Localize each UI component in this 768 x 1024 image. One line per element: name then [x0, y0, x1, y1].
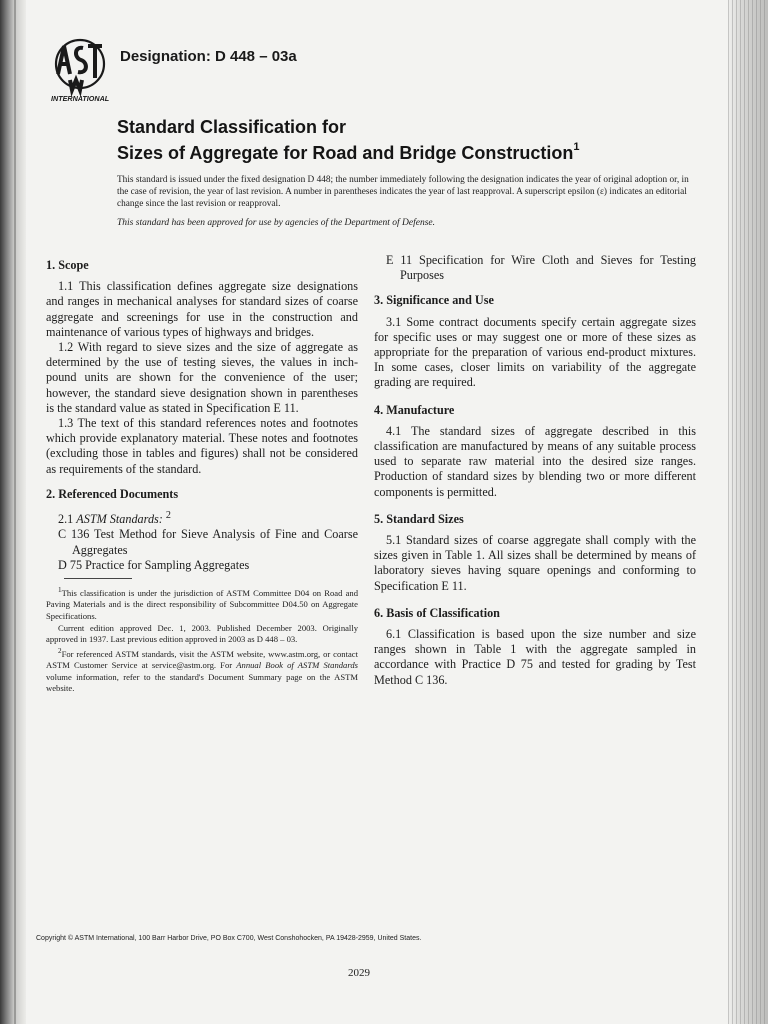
- footnote-1-continued: Current edition approved Dec. 1, 2003. Published December 2003. Originally approved in 1937. Last previous edition approved in 2003 as D 448 – 03.: [46, 622, 358, 645]
- section-heading-significance: 3. Significance and Use: [374, 293, 494, 308]
- paragraph-1-2: 1.2 With regard to sieve sizes and the size of aggregate as determined by the use of testing sieves, the values in inch-pound units are shown for the convenience of the user; however, the standard sieve designation shown in parentheses is the standard value as stated in Specification E 11.: [46, 340, 358, 415]
- section-heading-referenced-documents: 2. Referenced Documents: [46, 486, 179, 501]
- section-heading-scope: 1. Scope: [46, 258, 89, 272]
- paragraph-4-1: 4.1 The standard sizes of aggregate described in this classification are manufactured by means of any suitable process used to separate raw material into the desired size ranges. Production of standard sizes by blending two or more different components is permitted.: [374, 423, 696, 499]
- scan-edge-left: [0, 0, 26, 1024]
- section-heading-standard-sizes: 5. Standard Sizes: [374, 511, 464, 526]
- issuance-note: This standard is issued under the fixed designation D 448; the number immediately following the designation indicates the year of original adoption or, in the case of revision, the year of last revision. A number in parentheses indicates the year of last reapproval. A superscript epsilon (ε) indicates an editorial change since the last revision or reapproval.: [117, 175, 689, 209]
- scan-edge-right: [728, 0, 768, 1024]
- paragraph-1-3: 1.3 The text of this standard references notes and footnotes which provide explanatory material. These notes and footnotes (excluding those in tables and figures) shall not be considered as requirements of the standard.: [46, 416, 358, 476]
- paragraph-1-1: 1.1 This classification defines aggregate size designations and ranges in mechanical analyses for standard sizes of coarse aggregate and screenings for use in the construction and maintenance of various types of highways and bridges.: [46, 279, 358, 339]
- paragraph-3-1: 3.1 Some contract documents specify certain aggregate sizes for specific uses or may suggest one or more of these sizes as appropriate for the preparation of various end-product mixtures. In some cases, closer limits on variability of the aggregate grading are required.: [374, 314, 696, 390]
- paragraph-2-1: 2.1 ASTM Standards: $^2$: [58, 510, 171, 527]
- copyright-notice: Copyright © ASTM International, 100 Barr Harbor Drive, PO Box C700, West Conshohocken, PA 19428-2959, United States.: [36, 935, 422, 942]
- astm-logo-icon: [50, 38, 110, 104]
- designation: Designation: D 448 – 03a: [120, 48, 297, 65]
- document-title: [117, 116, 580, 164]
- paragraph-6-1: 6.1 Classification is based upon the size number and size ranges shown in Table 1 with the aggregate sampled in accordance with Practice D 75 and tested for grading by Test Method C 136.: [374, 627, 696, 687]
- reference-c136: C 136 Test Method for Sieve Analysis of Fine and Coarse Aggregates: [58, 527, 358, 557]
- title-footnote-mark: 1: [573, 141, 580, 153]
- footnotes: [46, 585, 358, 695]
- reference-d75: D 75 Practice for Sampling Aggregates: [58, 557, 250, 572]
- title-line-2: Sizes of Aggregate for Road and Bridge Construction$^1$: [117, 141, 580, 163]
- reference-e11: E 11 Specification for Wire Cloth and Sieves for Testing Purposes: [386, 253, 696, 283]
- title-line-1: Standard Classification for: [117, 117, 347, 137]
- section-heading-basis-of-classification: 6. Basis of Classification: [374, 605, 500, 620]
- right-column: [374, 253, 696, 688]
- left-column: [46, 258, 358, 573]
- logo-wordmark: INTERNATIONAL: [51, 94, 110, 103]
- section-heading-manufacture: 4. Manufacture: [374, 402, 455, 417]
- footnote-divider: [64, 578, 132, 579]
- page-number: 2029: [348, 967, 370, 979]
- dod-approval-note: This standard has been approved for use by agencies of the Department of Defense.: [117, 218, 436, 228]
- paragraph-5-1: 5.1 Standard sizes of coarse aggregate shall comply with the sizes given in Table 1. All sizes shall be determined by means of laboratory sieves having square openings and conforming to Specification E 11.: [374, 533, 696, 593]
- footnote-1: $^1$This classification is under the jurisdiction of ASTM Committee D04 on Road and Paving Materials and is the direct responsibility of Subcommittee D04.50 on Aggregate Specifications.: [46, 586, 358, 622]
- footnote-2: $^2$For referenced ASTM standards, visit the ASTM website, www.astm.org, or contact ASTM Customer Service at service@astm.org. For Annual Book of ASTM Standards volume information, refer to the standard's Document Summary page on the ASTM website.: [46, 646, 358, 694]
